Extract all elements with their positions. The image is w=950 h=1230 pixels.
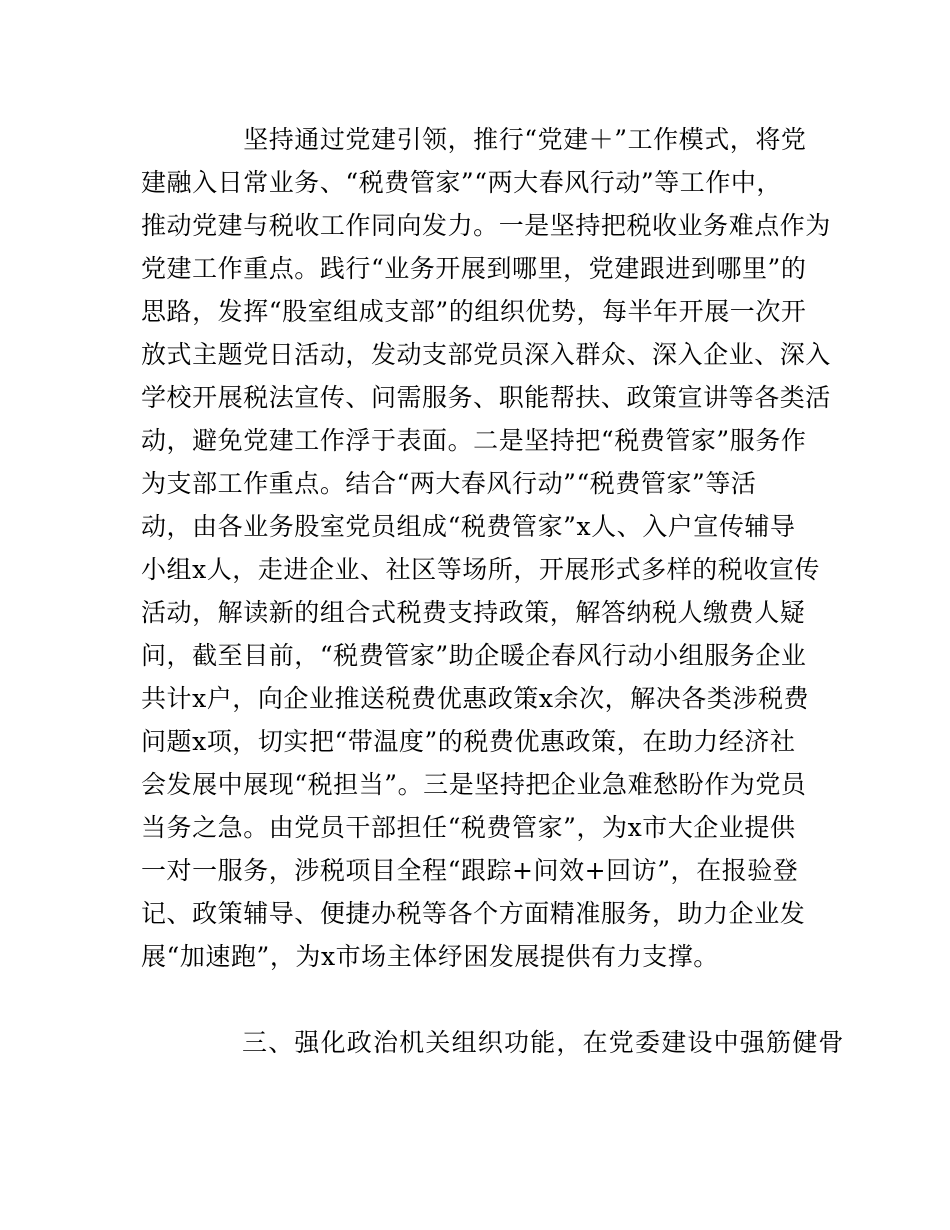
paragraph-line: 动，避免党建工作浮于表面。二是坚持把“税费管家”服务作 (141, 426, 807, 455)
paragraph-line: 展“加速跑”，为x市场主体纾困发展提供有力支撑。 (141, 942, 719, 971)
paragraph-line: 为支部工作重点。结合“两大春风行动”“税费管家”等活 (141, 469, 757, 498)
paragraph-line: 思路，发挥“股室组成支部”的组织优势，每半年开展一次开 (141, 297, 807, 326)
paragraph-line: 小组x人，走进企业、社区等场所，开展形式多样的税收宣传 (141, 555, 820, 584)
paragraph-line: 推动党建与税收工作同向发力。一是坚持把税收业务难点作为 (141, 211, 831, 240)
paragraph-line: 建融入日常业务、“税费管家”“两大春风行动”等工作中， (141, 168, 782, 197)
paragraph-line: 问题x项，切实把“带温度”的税费优惠政策，在助力经济社 (141, 727, 796, 756)
paragraph-line: 放式主题党日活动，发动支部党员深入群众、深入企业、深入 (141, 340, 831, 369)
paragraph-line: 学校开展税法宣传、问需服务、职能帮扶、政策宣讲等各类活 (141, 383, 831, 412)
paragraph-line: 活动，解读新的组合式税费支持政策，解答纳税人缴费人疑 (141, 598, 806, 627)
paragraph-line: 问，截至目前，“税费管家”助企暖企春风行动小组服务企业 (141, 641, 807, 670)
paragraph-line: 一对一服务，涉税项目全程“跟踪+问效+回访”，在报验登 (141, 856, 799, 885)
paragraph-line: 坚持通过党建引领，推行“党建＋”工作模式，将党 (141, 125, 807, 154)
paragraph-line: 会发展中展现“税担当”。三是坚持把企业急难愁盼作为党员 (141, 770, 807, 799)
paragraph-line: 当务之急。由党员干部担任“税费管家”，为x市大企业提供 (141, 813, 796, 842)
paragraph-line: 党建工作重点。践行“业务开展到哪里，党建跟进到哪里”的 (141, 254, 807, 283)
paragraph-line: 动，由各业务股室党员组成“税费管家”x人、入户宣传辅导 (141, 512, 796, 541)
paragraph-line: 共计x户，向企业推送税费优惠政策x余次，解决各类涉税费 (141, 684, 810, 713)
paragraph-line: 记、政策辅导、便捷办税等各个方面精准服务，助力企业发 (141, 899, 806, 928)
section-heading: 三、强化政治机关组织功能，在党委建设中强筋健骨 (242, 1028, 845, 1057)
